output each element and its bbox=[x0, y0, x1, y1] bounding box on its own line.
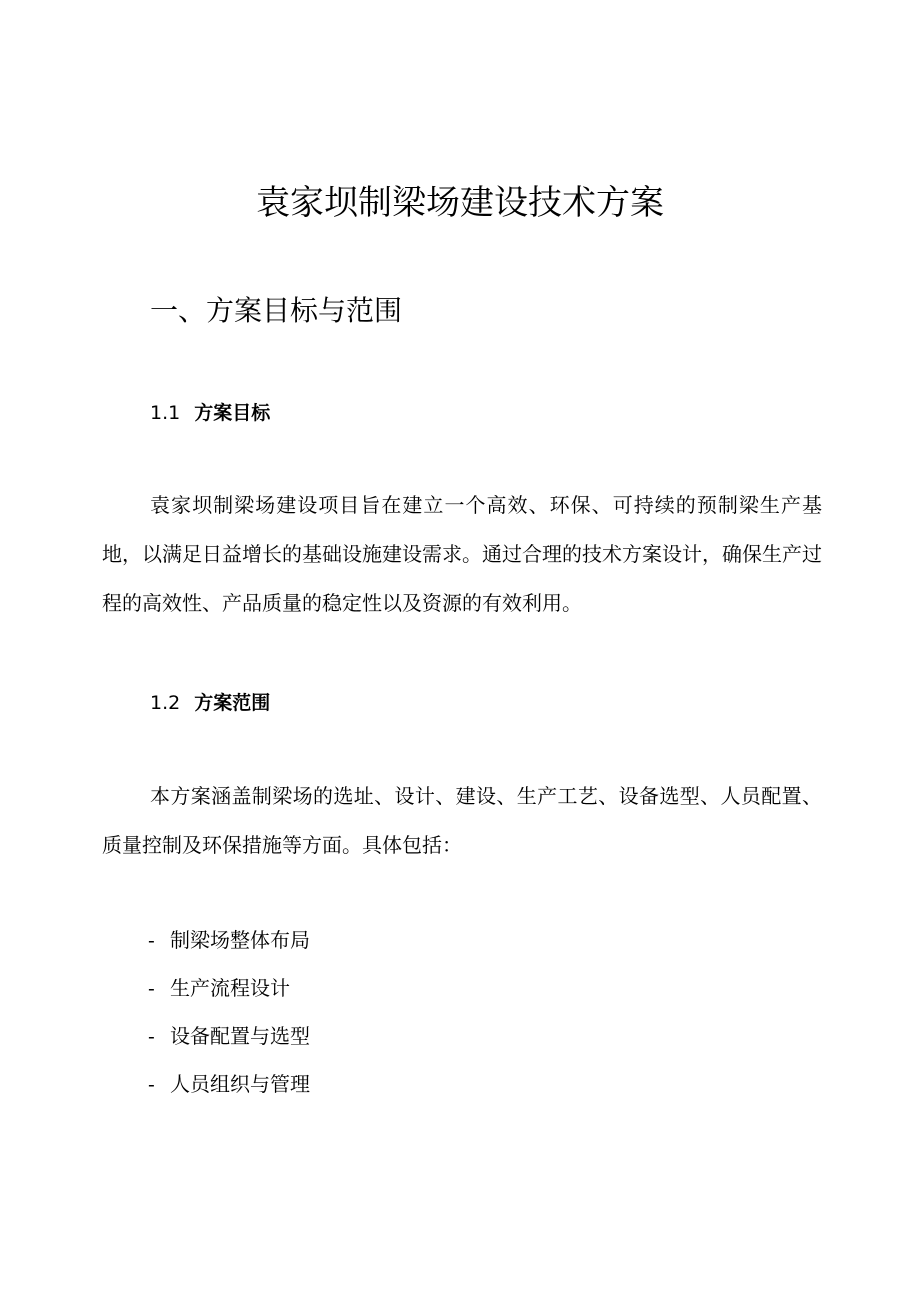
list-item bbox=[148, 964, 310, 1012]
list-item bbox=[148, 1012, 310, 1060]
list-item bbox=[148, 916, 310, 964]
list-bullet: - bbox=[148, 976, 155, 1000]
list-item-text: 制梁场整体布局 bbox=[170, 928, 310, 952]
subheading-number: 1.2 bbox=[150, 692, 181, 714]
list-bullet: - bbox=[148, 1024, 155, 1048]
list-bullet: - bbox=[148, 1072, 155, 1096]
scope-list bbox=[148, 916, 310, 1108]
document-title: 袁家坝制梁场建设技术方案 bbox=[256, 183, 664, 223]
list-item bbox=[148, 1060, 310, 1108]
subheading-1-1 bbox=[150, 398, 270, 428]
subheading-1-2 bbox=[150, 688, 270, 718]
list-bullet: - bbox=[148, 928, 155, 952]
list-item-text: 人员组织与管理 bbox=[170, 1072, 310, 1096]
scope-paragraph: 本方案涵盖制梁场的选址、设计、建设、生产工艺、设备选型、人员配置、质量控制及环保措施等方面。具体包括： bbox=[102, 784, 822, 857]
section-heading-1: 一、方案目标与范围 bbox=[150, 294, 403, 327]
subheading-number: 1.1 bbox=[150, 402, 181, 424]
subheading-label: 方案目标 bbox=[194, 402, 271, 424]
objective-paragraph: 袁家坝制梁场建设项目旨在建立一个高效、环保、可持续的预制梁生产基地，以满足日益增长的基础设施建设需求。通过合理的技术方案设计，确保生产过程的高效性、产品质量的稳定性以及资源的有效利用。 bbox=[102, 493, 822, 615]
list-item-text: 设备配置与选型 bbox=[170, 1024, 310, 1048]
list-item-text: 生产流程设计 bbox=[170, 976, 290, 1000]
subheading-label: 方案范围 bbox=[194, 692, 271, 714]
